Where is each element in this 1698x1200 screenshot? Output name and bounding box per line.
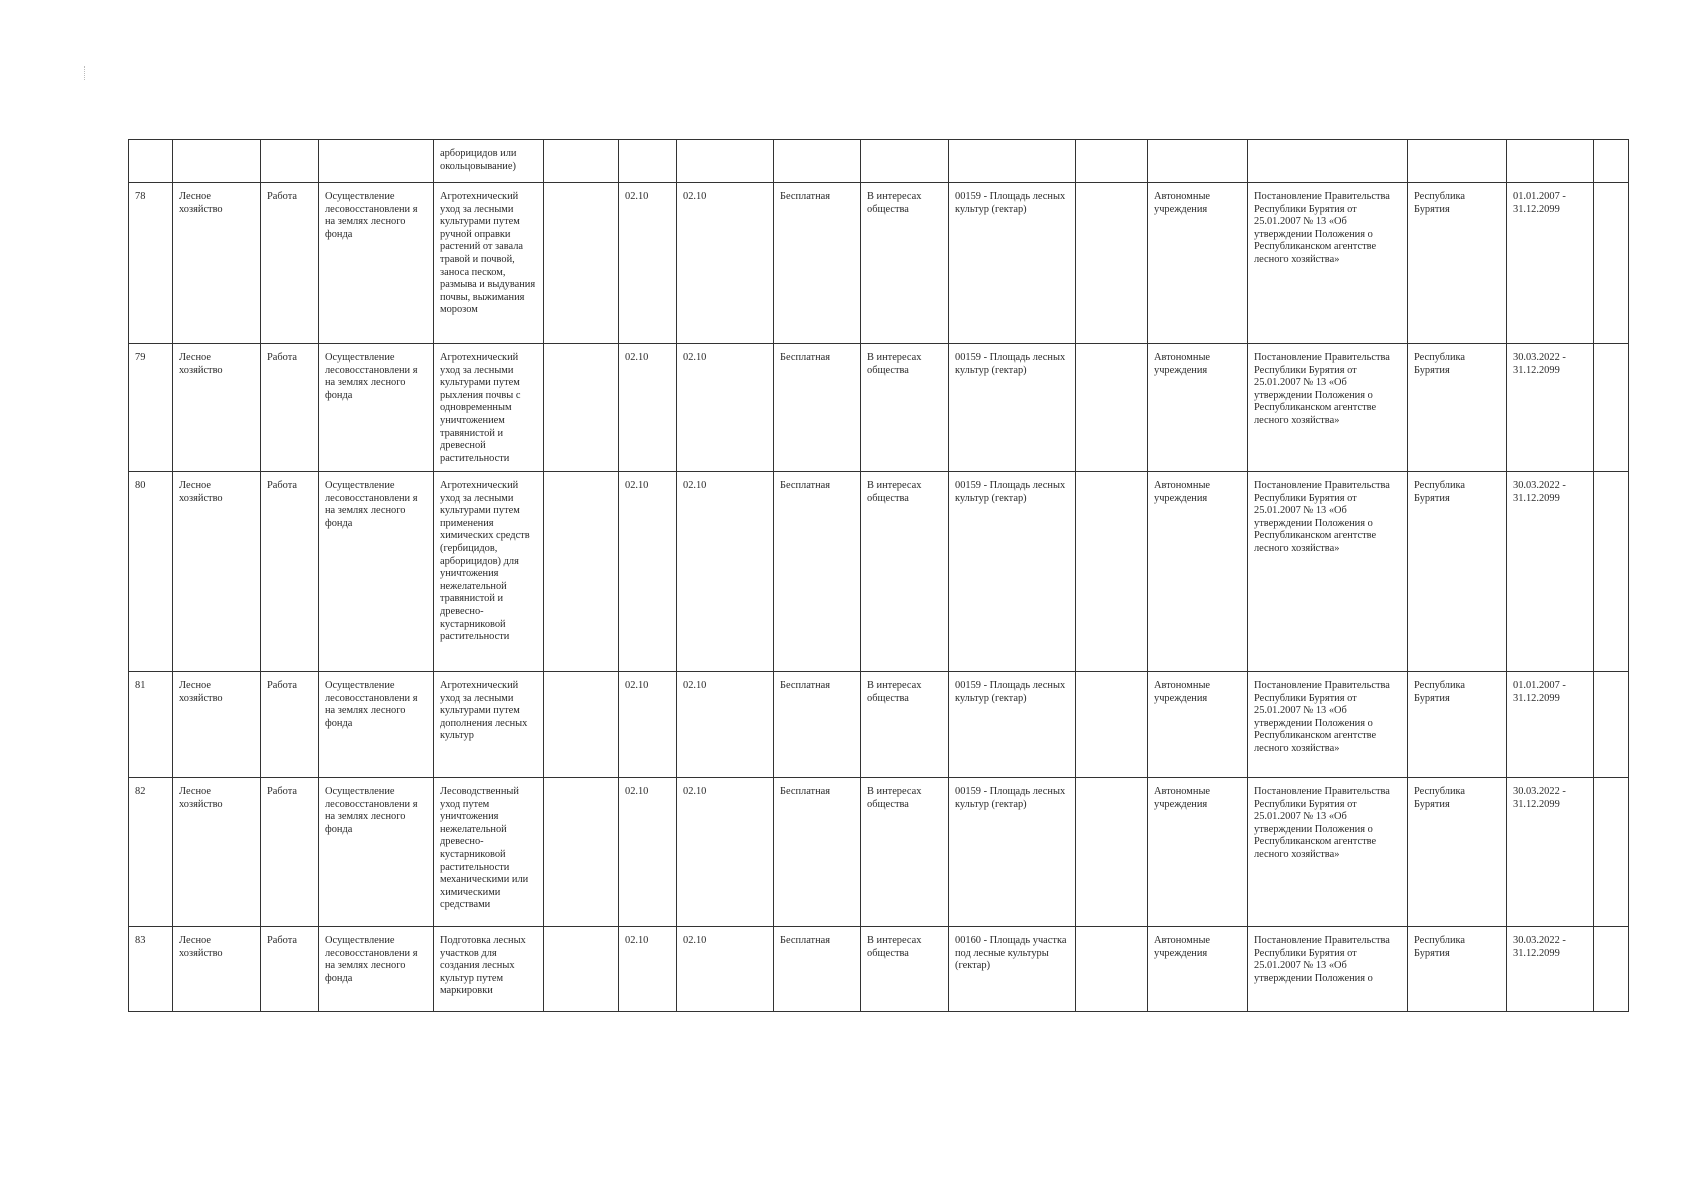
cell-description: Подготовка лесных участков для создания лесных культур путем маркировки (434, 927, 544, 1012)
cell-institution-type: Автономные учреждения (1148, 672, 1248, 778)
cell-empty (544, 672, 619, 778)
cell-empty (1076, 140, 1148, 183)
cell-type: Работа (261, 778, 319, 927)
cell-payment: Бесплатная (774, 344, 861, 472)
cell-institution-type: Автономные учреждения (1148, 778, 1248, 927)
table-row (129, 472, 1629, 672)
cell-empty (544, 183, 619, 344)
cell-empty (1594, 140, 1629, 183)
cell-region: Республика Бурятия (1408, 778, 1507, 927)
cell-code1: 02.10 (619, 344, 677, 472)
cell-code2: 02.10 (677, 672, 774, 778)
cell-empty (1594, 778, 1629, 927)
table-row (129, 672, 1629, 778)
cell-period (1507, 140, 1594, 183)
cell-interest: В интересах общества (861, 344, 949, 472)
table-row (129, 778, 1629, 927)
table-row-continuation (129, 140, 1629, 183)
cell-code2: 02.10 (677, 778, 774, 927)
cell-indicator (949, 140, 1076, 183)
cell-institution-type (1148, 140, 1248, 183)
cell-activity: Осуществление лесовосстановлени я на землях лесного фонда (319, 927, 434, 1012)
cell-institution-type: Автономные учреждения (1148, 344, 1248, 472)
cell-sector: Лесное хозяйство (173, 778, 261, 927)
cell-description: арборицидов или окольцовывание) (434, 140, 544, 183)
cell-interest: В интересах общества (861, 672, 949, 778)
cell-code2: 02.10 (677, 472, 774, 672)
cell-regulation: Постановление Правительства Республики Бурятия от 25.01.2007 № 13 «Об утверждении Положения о Республиканском агентстве лесного хозяйства» (1248, 472, 1408, 672)
cell-regulation: Постановление Правительства Республики Бурятия от 25.01.2007 № 13 «Об утверждении Положения о Республиканском агентстве лесного хозяйства» (1248, 672, 1408, 778)
cell-activity (319, 140, 434, 183)
cell-interest: В интересах общества (861, 183, 949, 344)
scan-artifact (84, 66, 89, 80)
cell-description: Агротехнический уход за лесными культурами путем применения химических средств (гербицидов, арборицидов) для уничтожения нежелательной травянистой и древесно-кустарниковой растительности (434, 472, 544, 672)
cell-code1: 02.10 (619, 183, 677, 344)
table-row (129, 183, 1629, 344)
cell-type: Работа (261, 472, 319, 672)
cell-empty (1594, 927, 1629, 1012)
cell-sector: Лесное хозяйство (173, 472, 261, 672)
cell-empty (544, 344, 619, 472)
cell-description: Агротехнический уход за лесными культурами путем ручной оправки растений от завала травой и почвой, заноса песком, размыва и выдувания почвы, выжимания морозом (434, 183, 544, 344)
cell-period: 30.03.2022 - 31.12.2099 (1507, 344, 1594, 472)
cell-institution-type: Автономные учреждения (1148, 927, 1248, 1012)
cell-description: Агротехнический уход за лесными культурами путем рыхления почвы с одновременным уничтожением травянистой и древесной растительности (434, 344, 544, 472)
cell-payment: Бесплатная (774, 927, 861, 1012)
cell-type: Работа (261, 344, 319, 472)
cell-regulation (1248, 140, 1408, 183)
cell-code1: 02.10 (619, 778, 677, 927)
cell-activity: Осуществление лесовосстановлени я на землях лесного фонда (319, 778, 434, 927)
cell-interest: В интересах общества (861, 927, 949, 1012)
cell-indicator: 00159 - Площадь лесных культур (гектар) (949, 183, 1076, 344)
cell-period: 30.03.2022 - 31.12.2099 (1507, 472, 1594, 672)
cell-empty (1594, 672, 1629, 778)
cell-sector: Лесное хозяйство (173, 183, 261, 344)
cell-period: 01.01.2007 - 31.12.2099 (1507, 672, 1594, 778)
cell-type: Работа (261, 183, 319, 344)
cell-num: 78 (129, 183, 173, 344)
cell-activity: Осуществление лесовосстановлени я на землях лесного фонда (319, 672, 434, 778)
cell-description: Агротехнический уход за лесными культурами путем дополнения лесных культур (434, 672, 544, 778)
services-table (128, 139, 1629, 1012)
cell-region: Республика Бурятия (1408, 344, 1507, 472)
cell-region: Республика Бурятия (1408, 183, 1507, 344)
cell-sector: Лесное хозяйство (173, 344, 261, 472)
cell-period: 01.01.2007 - 31.12.2099 (1507, 183, 1594, 344)
cell-empty (544, 472, 619, 672)
cell-empty (544, 927, 619, 1012)
cell-type: Работа (261, 672, 319, 778)
cell-payment: Бесплатная (774, 778, 861, 927)
cell-interest: В интересах общества (861, 778, 949, 927)
cell-interest (861, 140, 949, 183)
cell-code2: 02.10 (677, 344, 774, 472)
cell-empty (1076, 778, 1148, 927)
cell-sector (173, 140, 261, 183)
cell-empty (1076, 344, 1148, 472)
cell-empty (544, 778, 619, 927)
cell-code1 (619, 140, 677, 183)
cell-type (261, 140, 319, 183)
cell-empty (1594, 472, 1629, 672)
cell-regulation: Постановление Правительства Республики Бурятия от 25.01.2007 № 13 «Об утверждении Положения о Республиканском агентстве лесного хозяйства» (1248, 183, 1408, 344)
cell-sector: Лесное хозяйство (173, 672, 261, 778)
cell-empty (1076, 472, 1148, 672)
table-row (129, 927, 1629, 1012)
cell-institution-type: Автономные учреждения (1148, 472, 1248, 672)
cell-code1: 02.10 (619, 672, 677, 778)
cell-empty (544, 140, 619, 183)
cell-code1: 02.10 (619, 472, 677, 672)
cell-num: 80 (129, 472, 173, 672)
cell-code2: 02.10 (677, 183, 774, 344)
cell-num: 81 (129, 672, 173, 778)
table-row (129, 344, 1629, 472)
cell-num: 79 (129, 344, 173, 472)
cell-payment (774, 140, 861, 183)
cell-regulation: Постановление Правительства Республики Бурятия от 25.01.2007 № 13 «Об утверждении Положения о (1248, 927, 1408, 1012)
cell-empty (1594, 344, 1629, 472)
cell-region: Республика Бурятия (1408, 927, 1507, 1012)
cell-code2 (677, 140, 774, 183)
cell-num: 83 (129, 927, 173, 1012)
cell-region: Республика Бурятия (1408, 472, 1507, 672)
cell-period: 30.03.2022 - 31.12.2099 (1507, 778, 1594, 927)
cell-indicator: 00159 - Площадь лесных культур (гектар) (949, 344, 1076, 472)
cell-empty (1076, 927, 1148, 1012)
cell-empty (1076, 672, 1148, 778)
cell-empty (1594, 183, 1629, 344)
cell-description: Лесоводственный уход путем уничтожения нежелательной древесно-кустарниковой растительности механическими или химическими средствами (434, 778, 544, 927)
cell-interest: В интересах общества (861, 472, 949, 672)
cell-sector: Лесное хозяйство (173, 927, 261, 1012)
cell-region: Республика Бурятия (1408, 672, 1507, 778)
cell-indicator: 00159 - Площадь лесных культур (гектар) (949, 672, 1076, 778)
cell-institution-type: Автономные учреждения (1148, 183, 1248, 344)
cell-payment: Бесплатная (774, 672, 861, 778)
cell-indicator: 00159 - Площадь лесных культур (гектар) (949, 472, 1076, 672)
cell-type: Работа (261, 927, 319, 1012)
cell-activity: Осуществление лесовосстановлени я на землях лесного фонда (319, 344, 434, 472)
cell-payment: Бесплатная (774, 183, 861, 344)
cell-num (129, 140, 173, 183)
cell-activity: Осуществление лесовосстановлени я на землях лесного фонда (319, 183, 434, 344)
cell-indicator: 00159 - Площадь лесных культур (гектар) (949, 778, 1076, 927)
cell-region (1408, 140, 1507, 183)
cell-code2: 02.10 (677, 927, 774, 1012)
cell-code1: 02.10 (619, 927, 677, 1012)
cell-period: 30.03.2022 - 31.12.2099 (1507, 927, 1594, 1012)
cell-empty (1076, 183, 1148, 344)
cell-num: 82 (129, 778, 173, 927)
cell-regulation: Постановление Правительства Республики Бурятия от 25.01.2007 № 13 «Об утверждении Положения о Республиканском агентстве лесного хозяйства» (1248, 344, 1408, 472)
cell-regulation: Постановление Правительства Республики Бурятия от 25.01.2007 № 13 «Об утверждении Положения о Республиканском агентстве лесного хозяйства» (1248, 778, 1408, 927)
cell-payment: Бесплатная (774, 472, 861, 672)
cell-indicator: 00160 - Площадь участка под лесные культуры (гектар) (949, 927, 1076, 1012)
cell-activity: Осуществление лесовосстановлени я на землях лесного фонда (319, 472, 434, 672)
